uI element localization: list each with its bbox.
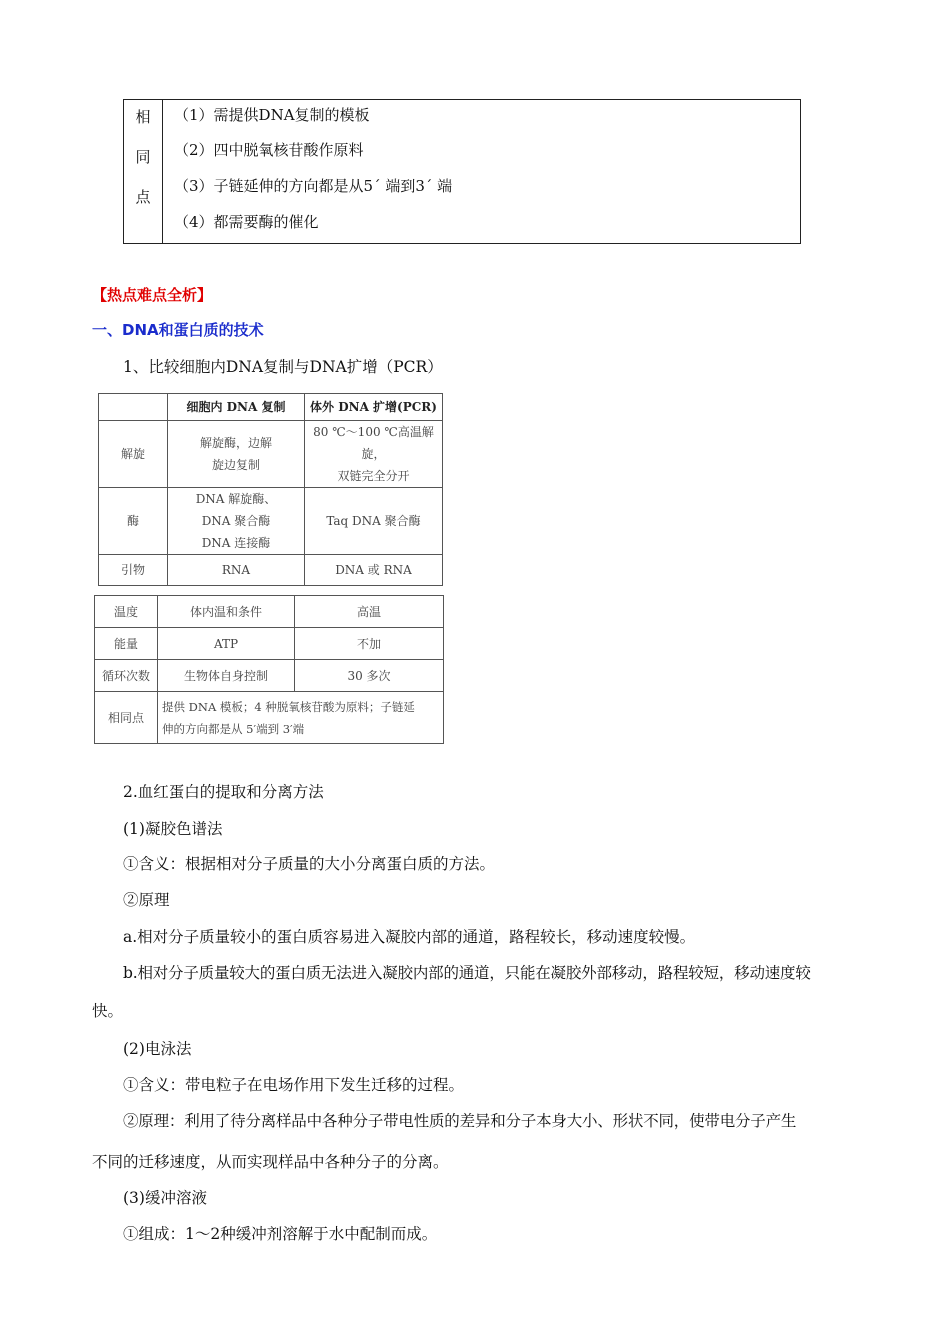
same-point-item: （1）需提供DNA复制的模板 [174, 106, 370, 124]
table-header-cell [99, 394, 168, 421]
paragraph: (2)电泳法 [123, 1040, 192, 1058]
paragraph: 不同的迁移速度，从而实现样品中各种分子的分离。 [92, 1153, 449, 1171]
item-title: 1、比较细胞内DNA复制与DNA扩增（PCR） [123, 358, 443, 376]
cell-text-line: 伸的方向都是从 5′端到 3′端 [162, 721, 305, 736]
section-title: 一、DNA和蛋白质的技术 [92, 321, 264, 339]
cell-text: Taq DNA 聚合酶 [326, 514, 421, 528]
paragraph: 快。 [92, 1002, 124, 1020]
table-cell [168, 488, 305, 555]
table-cell: 高温 [295, 596, 444, 628]
table-cell: RNA [168, 555, 305, 586]
table-cell: 解旋 [99, 421, 168, 488]
table-cell: 相同点 [95, 692, 158, 744]
paragraph: 2.血红蛋白的提取和分离方法 [123, 783, 324, 801]
paragraph: ①含义：带电粒子在电场作用下发生迁移的过程。 [123, 1076, 465, 1094]
table-cell: 生物体自身控制 [158, 660, 295, 692]
paragraph: ①组成：1～2种缓冲剂溶解于水中配制而成。 [123, 1225, 438, 1243]
section-header: 【热点难点全析】 [92, 286, 213, 304]
paragraph: (3)缓冲溶液 [123, 1189, 207, 1207]
cell-text: 解旋酶，边解 旋边复制 [199, 436, 272, 472]
table-cell: 体内温和条件 [158, 596, 295, 628]
table-cell: 引物 [99, 555, 168, 586]
comparison-table-b [94, 595, 444, 744]
same-point-item: （4）都需要酶的催化 [174, 213, 319, 231]
table-header-cell: 细胞内 DNA 复制 [168, 394, 305, 421]
comparison-table-a [98, 393, 443, 586]
table-cell: 30 多次 [295, 660, 444, 692]
label-char: 同 [135, 148, 151, 166]
paragraph: ②原理 [123, 891, 170, 909]
paragraph: ②原理：利用了待分离样品中各种分子带电性质的差异和分子本身大小、形状不同，使带电分子产生 [123, 1112, 797, 1130]
label-char: 点 [135, 188, 151, 206]
same-points-label-column [124, 100, 163, 243]
paragraph: b.相对分子质量较大的蛋白质无法进入凝胶内部的通道，只能在凝胶外部移动，路程较短，移动速度较 [123, 964, 811, 982]
table-header-cell: 体外 DNA 扩增(PCR) [305, 394, 443, 421]
same-points-table [123, 99, 801, 244]
cell-text-line: 提供 DNA 模板；4 种脱氧核苷酸为原料；子链延 [162, 699, 415, 714]
paragraph: ①含义：根据相对分子质量的大小分离蛋白质的方法。 [123, 855, 496, 873]
table-cell: 循环次数 [95, 660, 158, 692]
same-point-item: （2）四中脱氧核苷酸作原料 [174, 141, 364, 159]
paragraph: (1)凝胶色谱法 [123, 820, 223, 838]
cell-text: 80 ℃～100 ℃高温解旋， 双链完全分开 [313, 425, 434, 483]
table-cell: 不加 [295, 628, 444, 660]
table-cell [305, 488, 443, 555]
table-cell: ATP [158, 628, 295, 660]
same-point-item: （3）子链延伸的方向都是从5´ 端到3´ 端 [174, 177, 453, 195]
table-cell: 能量 [95, 628, 158, 660]
table-cell: 温度 [95, 596, 158, 628]
table-cell [168, 421, 305, 488]
table-cell: 酶 [99, 488, 168, 555]
cell-text: DNA 解旋酶、 DNA 聚合酶 DNA 连接酶 [195, 492, 277, 550]
table-cell: DNA 或 RNA [305, 555, 443, 586]
label-char: 相 [135, 108, 151, 126]
table-cell [158, 692, 444, 744]
table-cell [305, 421, 443, 488]
paragraph: a.相对分子质量较小的蛋白质容易进入凝胶内部的通道，路程较长，移动速度较慢。 [123, 928, 696, 946]
